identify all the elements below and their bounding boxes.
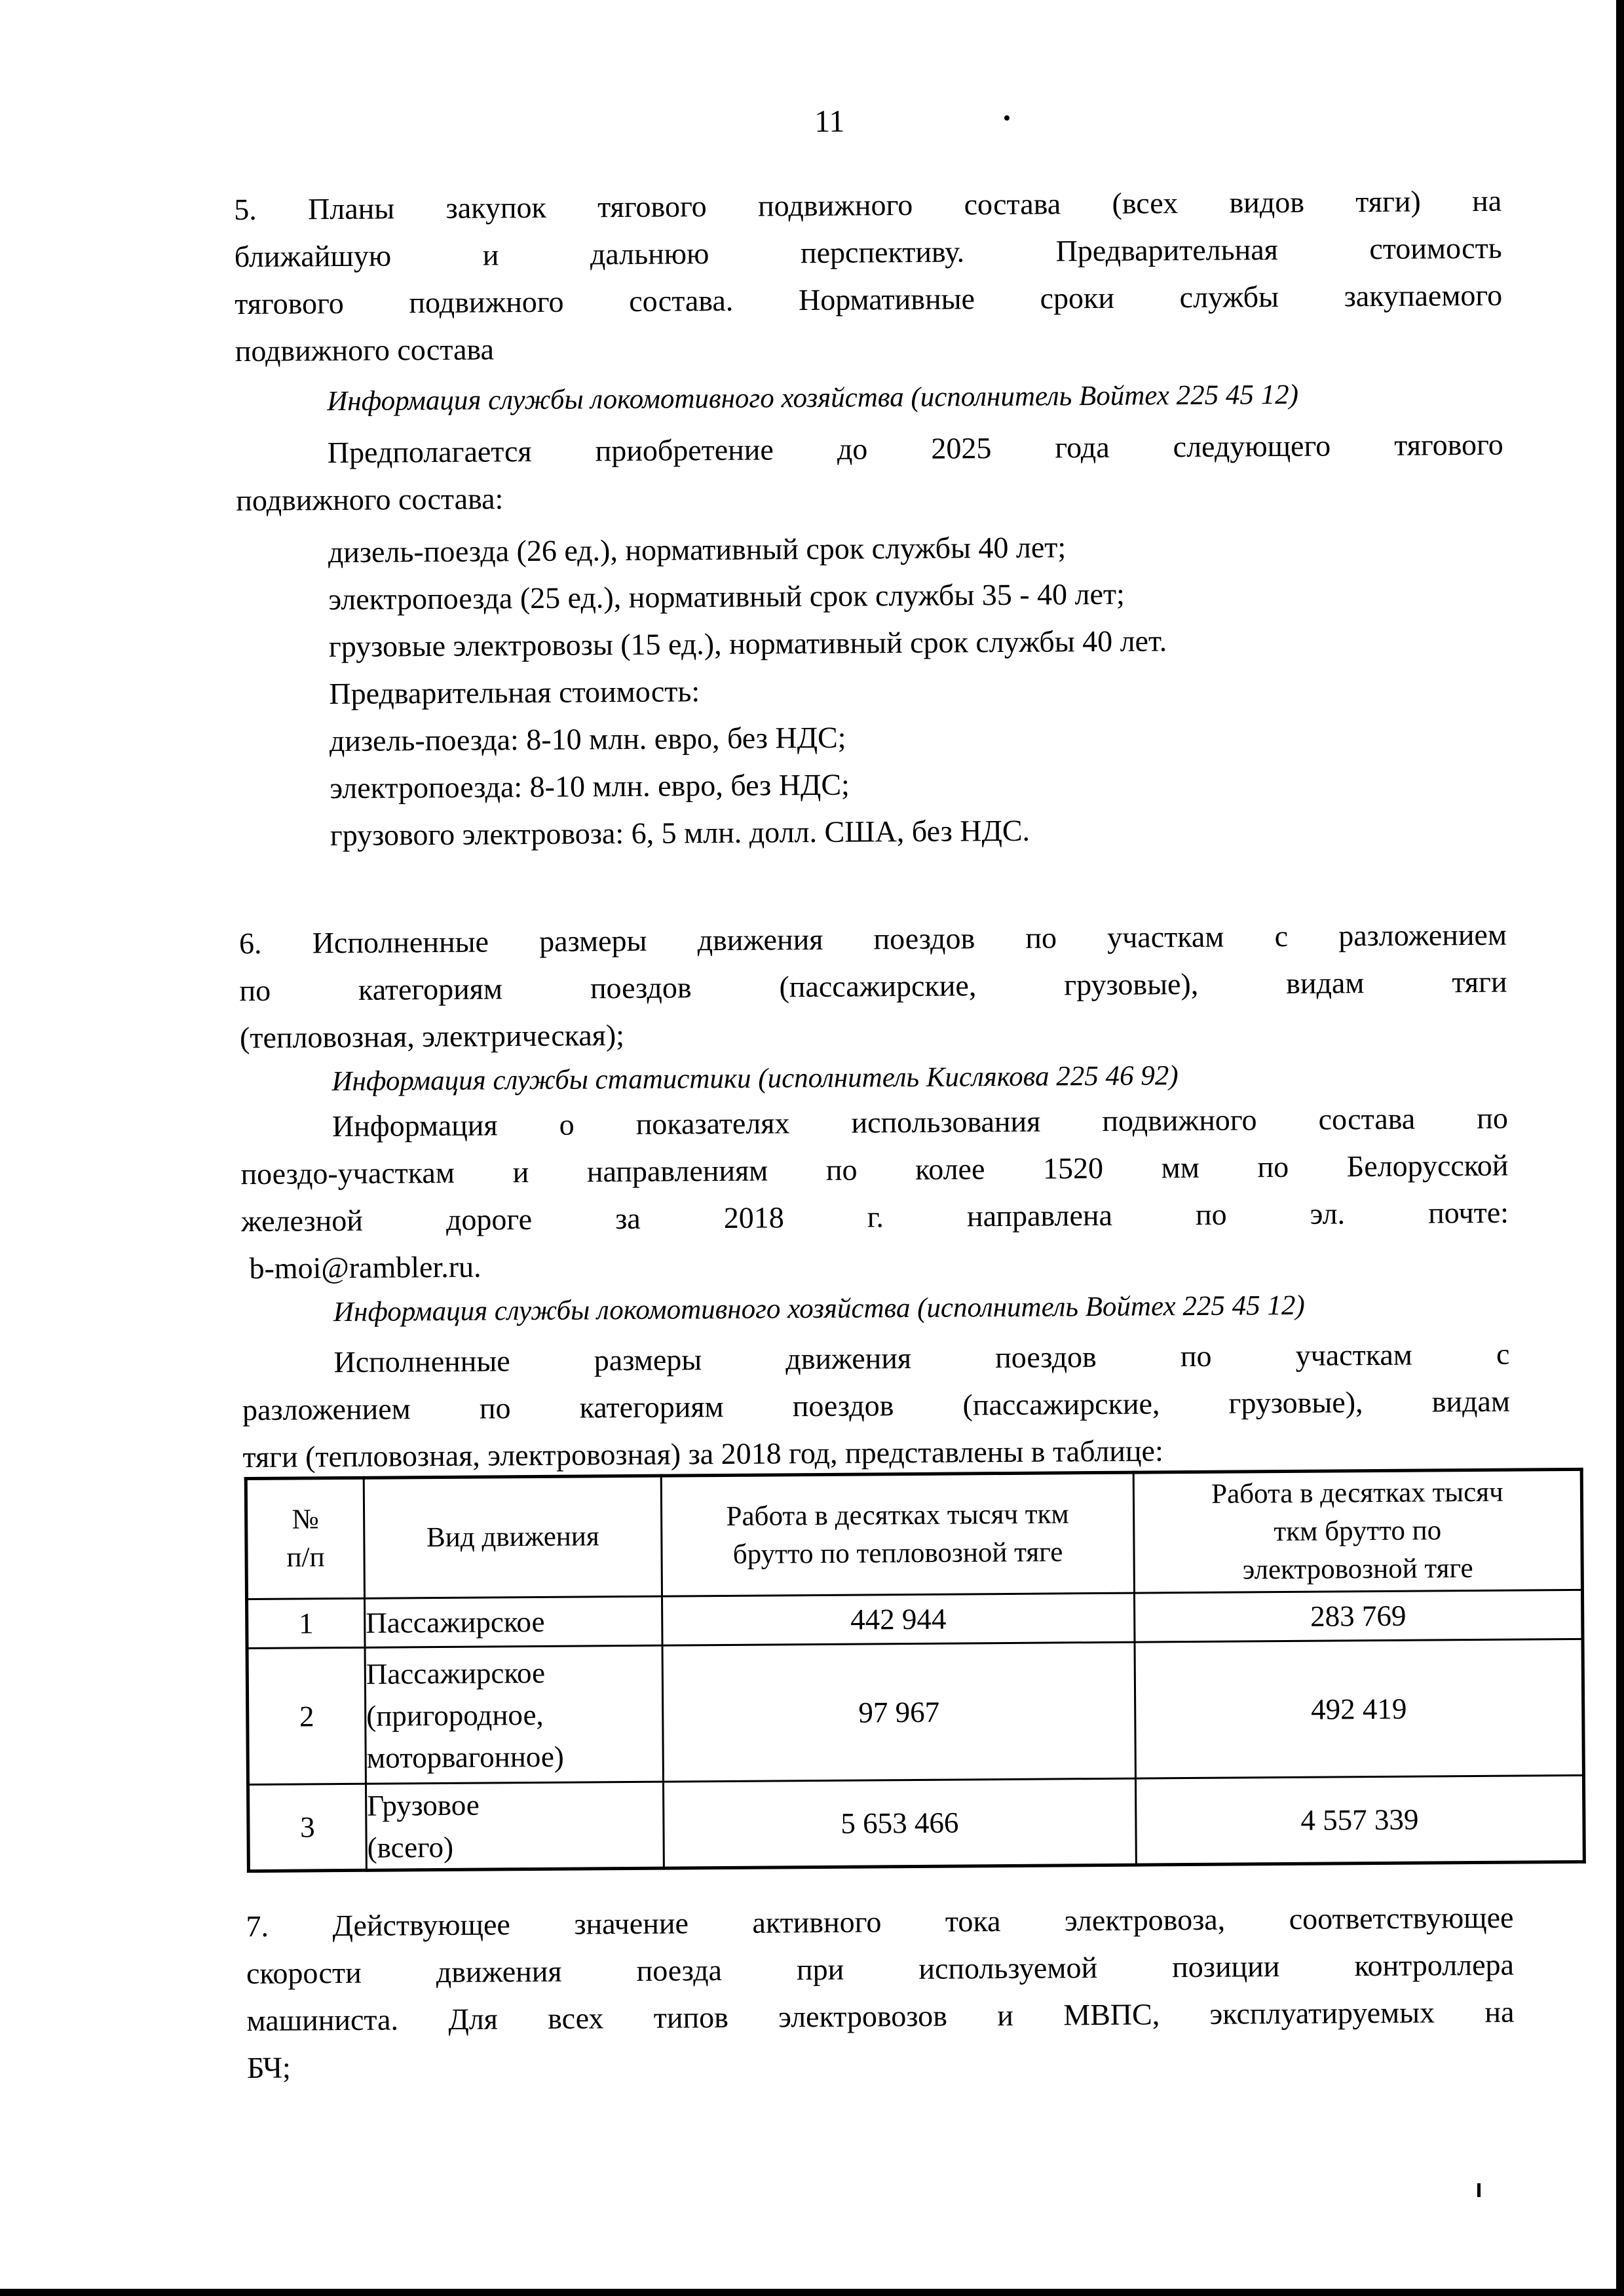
electric-work-cell: 4 557 339 xyxy=(1135,1775,1584,1865)
list-item: электропоезда (25 ед.), нормативный срок службы 35 - 40 лет; xyxy=(328,577,1125,617)
paragraph-line: Предполагается приобретение до 2025 года следующего тягового xyxy=(327,427,1503,470)
movement-type-cell: Пассажирское (пригородное, моторвагонное) xyxy=(365,1645,663,1784)
scan-artifact-right-bar xyxy=(1616,0,1624,2296)
paragraph-line: тяги (тепловозная, электровозная) за 2018 год, представлены в таблице: xyxy=(242,1434,1163,1474)
diesel-work-cell: 5 653 466 xyxy=(663,1778,1136,1868)
electric-work-cell: 283 769 xyxy=(1134,1590,1583,1642)
list-item: дизель-поезда (26 ед.), нормативный срок службы 40 лет; xyxy=(328,530,1067,569)
service-note-locomotive: Информация службы локомотивного хозяйства (исполнитель Войтех 225 45 12) xyxy=(327,379,1299,417)
paragraph-line: машиниста. Для всех типов электровозов и МВПС, эксплуатируемых на xyxy=(246,1995,1515,2038)
paragraph-line: ближайшую и дальнюю перспективу. Предварительная стоимость xyxy=(234,231,1502,274)
section-7-paragraph xyxy=(246,1894,1515,2092)
paragraph-line: тягового подвижного состава. Нормативные сроки службы закупаемого xyxy=(235,278,1503,321)
paragraph-line: разложением по категориям поездов (пассажирские, грузовые), видам xyxy=(242,1384,1511,1427)
list-item: Предварительная стоимость: xyxy=(329,674,700,711)
paragraph-line: 5. Планы закупок тягового подвижного состава (всех видов тяги) на xyxy=(234,183,1502,227)
paragraph-line: скорости движения поезда при используемой позиции контроллера xyxy=(246,1947,1515,1991)
list-item: дизель-поезда: 8-10 млн. евро, без НДС; xyxy=(329,720,846,758)
paragraph-line: БЧ; xyxy=(246,2050,291,2085)
procurement-list xyxy=(236,521,1506,860)
list-item: грузового электровоза: 6, 5 млн. долл. США, без НДС. xyxy=(330,813,1030,852)
paragraph-line: 6. Исполненные размеры движения поездов по участкам с разложением xyxy=(238,917,1507,961)
movement-type-cell: Пассажирское xyxy=(365,1596,663,1647)
table-row xyxy=(247,1590,1583,1648)
page-number: 11 xyxy=(814,104,845,139)
row-number-cell: 2 xyxy=(247,1647,366,1784)
paragraph-line: 7. Действующее значение активного тока электровоза, соответствующее xyxy=(246,1900,1514,1943)
row-number-cell: 1 xyxy=(247,1598,366,1648)
paragraph-line: Информация о показателях использования подвижного состава по xyxy=(331,1101,1509,1143)
col-header-movement-type: Вид движения xyxy=(364,1476,662,1598)
table-intro-paragraph xyxy=(242,1331,1510,1482)
service-note-locomotive: Информация службы локомотивного хозяйства (исполнитель Войтех 225 45 12) xyxy=(333,1290,1305,1328)
paragraph-line: по категориям поездов (пассажирские, грузовые), видам тяги xyxy=(239,965,1507,1008)
table-header-row xyxy=(246,1469,1582,1599)
diesel-work-cell: 442 944 xyxy=(662,1593,1135,1645)
paragraph-line: Исполненные размеры движения поездов по участкам с xyxy=(333,1337,1510,1379)
paragraph-line: подвижного состава xyxy=(235,332,495,368)
electric-work-cell: 492 419 xyxy=(1135,1639,1583,1778)
movement-type-cell: Грузовое (всего) xyxy=(366,1782,664,1870)
table-row xyxy=(248,1775,1584,1871)
paragraph-line: поездо-участкам и направлениям по колее 1520 мм по Белорусской xyxy=(240,1148,1509,1191)
scan-artifact-bottom-bar xyxy=(0,2289,1624,2296)
col-header-number: № п/п xyxy=(246,1478,364,1599)
section-6-paragraph xyxy=(239,911,1507,1062)
paragraph-line: железной дороге за 2018 г. направлена по эл. почте: xyxy=(240,1195,1509,1238)
col-header-diesel-work: Работа в десятках тысяч ткм брутто по тепловозной тяге xyxy=(661,1472,1134,1596)
paragraph-line: подвижного состава: xyxy=(236,482,504,518)
email-address: b-moi@rambler.ru. xyxy=(249,1250,482,1286)
list-item: электропоезда: 8-10 млн. евро, без НДС; xyxy=(330,767,850,805)
table-row xyxy=(247,1639,1583,1784)
col-header-electric-work: Работа в десятках тысяч ткм брутто по электровозной тяге xyxy=(1133,1469,1582,1593)
email-paragraph xyxy=(240,1095,1509,1293)
diesel-work-cell: 97 967 xyxy=(662,1642,1135,1782)
scan-artifact-tick xyxy=(1477,2183,1481,2197)
section-5-paragraph xyxy=(234,178,1503,375)
movement-table xyxy=(244,1468,1586,1873)
paragraph-line: (тепловозная, электрическая); xyxy=(239,1018,625,1055)
service-note-statistics: Информация службы статистики (исполнитель Кислякова 225 46 92) xyxy=(331,1060,1179,1098)
procurement-intro-paragraph xyxy=(236,421,1504,525)
row-number-cell: 3 xyxy=(248,1784,366,1871)
list-item: грузовые электровозы (15 ед.), нормативный срок службы 40 лет. xyxy=(328,624,1167,664)
scan-artifact-dot xyxy=(1004,115,1010,121)
